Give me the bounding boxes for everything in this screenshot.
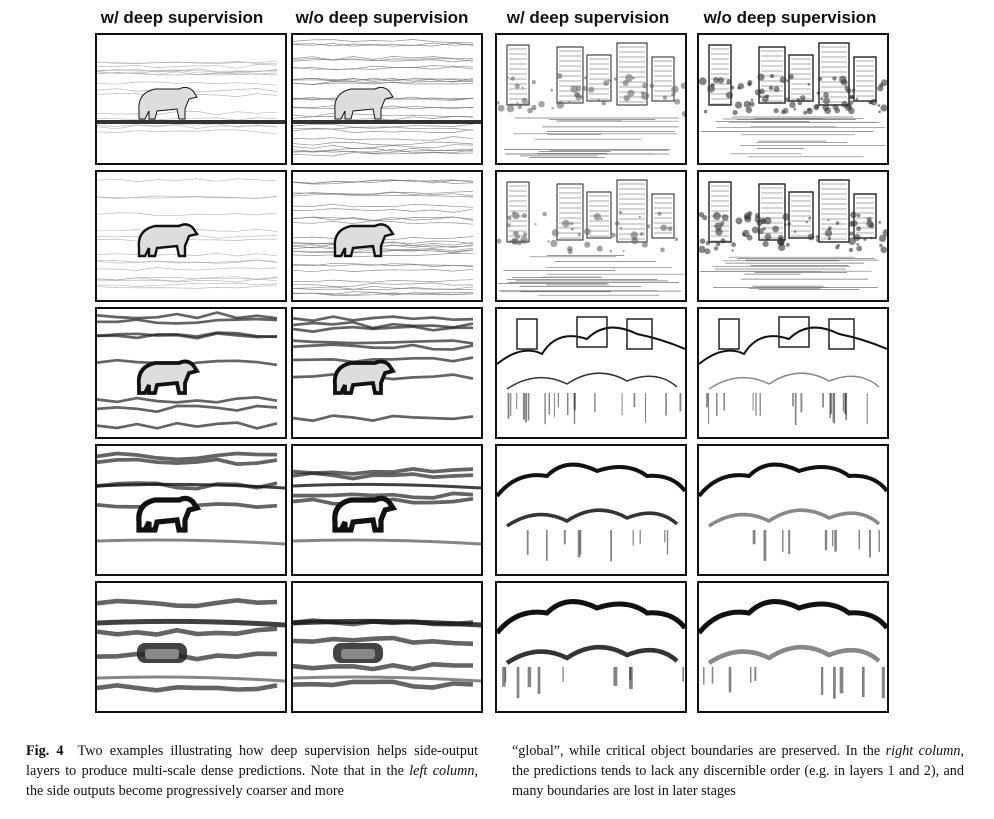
panel-row3-col4 (697, 307, 889, 439)
side-output-image (699, 35, 887, 163)
caption-left (26, 741, 478, 801)
panel-row4-col2 (291, 444, 483, 576)
panel-row3-col3 (495, 307, 687, 439)
side-output-image (497, 446, 685, 574)
panel-row3-col2 (291, 307, 483, 439)
side-output-image (699, 172, 887, 300)
side-output-image (497, 583, 685, 711)
panel-row2-col4 (697, 170, 889, 302)
caption-italic-2: right column (885, 743, 961, 759)
side-output-image (97, 172, 285, 300)
side-output-image (497, 309, 685, 437)
side-output-image (497, 172, 685, 300)
panel-row4-col4 (697, 444, 889, 576)
figure-label: Fig. 4 (26, 743, 64, 759)
caption-right (512, 741, 964, 801)
header-col1: w/ deep supervision (100, 8, 264, 27)
caption-text-4: , the predictions tends to lack any discernible order (e.g. in layers 1 and 2), and many boundaries are lost in later stages (512, 743, 964, 799)
panel-row5-col2 (291, 581, 483, 713)
side-output-image (293, 446, 481, 574)
side-output-image (293, 309, 481, 437)
header-col3: w/ deep supervision (506, 8, 670, 27)
side-output-image (97, 446, 285, 574)
header-col2: w/o deep supervision (295, 8, 469, 27)
caption-text-1: Two examples illustrating how deep supervision helps side-output layers to produce multi-scale dense predictions. Note that in the (26, 743, 479, 779)
side-output-image (97, 35, 285, 163)
side-output-image (293, 172, 481, 300)
panel-row5-col1 (95, 581, 287, 713)
side-output-image (497, 35, 685, 163)
panel-row1-col1 (95, 33, 287, 165)
panel-row5-col3 (495, 581, 687, 713)
panel-row2-col2 (291, 170, 483, 302)
side-output-image (293, 583, 481, 711)
caption-italic-1: left column (409, 763, 475, 779)
panel-row4-col1 (95, 444, 287, 576)
side-output-image (699, 583, 887, 711)
side-output-image (97, 583, 285, 711)
panel-row4-col3 (495, 444, 687, 576)
panel-row3-col1 (95, 307, 287, 439)
panel-row1-col2 (291, 33, 483, 165)
side-output-image (699, 309, 887, 437)
panel-row2-col3 (495, 170, 687, 302)
panel-row5-col4 (697, 581, 889, 713)
caption-text-3: “global”, while critical object boundaries are preserved. In the (512, 743, 886, 759)
header-col4: w/o deep supervision (703, 8, 877, 27)
caption-text-2: , the side outputs become progressively coarser and more (26, 763, 479, 799)
panel-row1-col3 (495, 33, 687, 165)
side-output-image (699, 446, 887, 574)
panel-row2-col1 (95, 170, 287, 302)
panel-row1-col4 (697, 33, 889, 165)
side-output-image (293, 35, 481, 163)
side-output-image (97, 309, 285, 437)
